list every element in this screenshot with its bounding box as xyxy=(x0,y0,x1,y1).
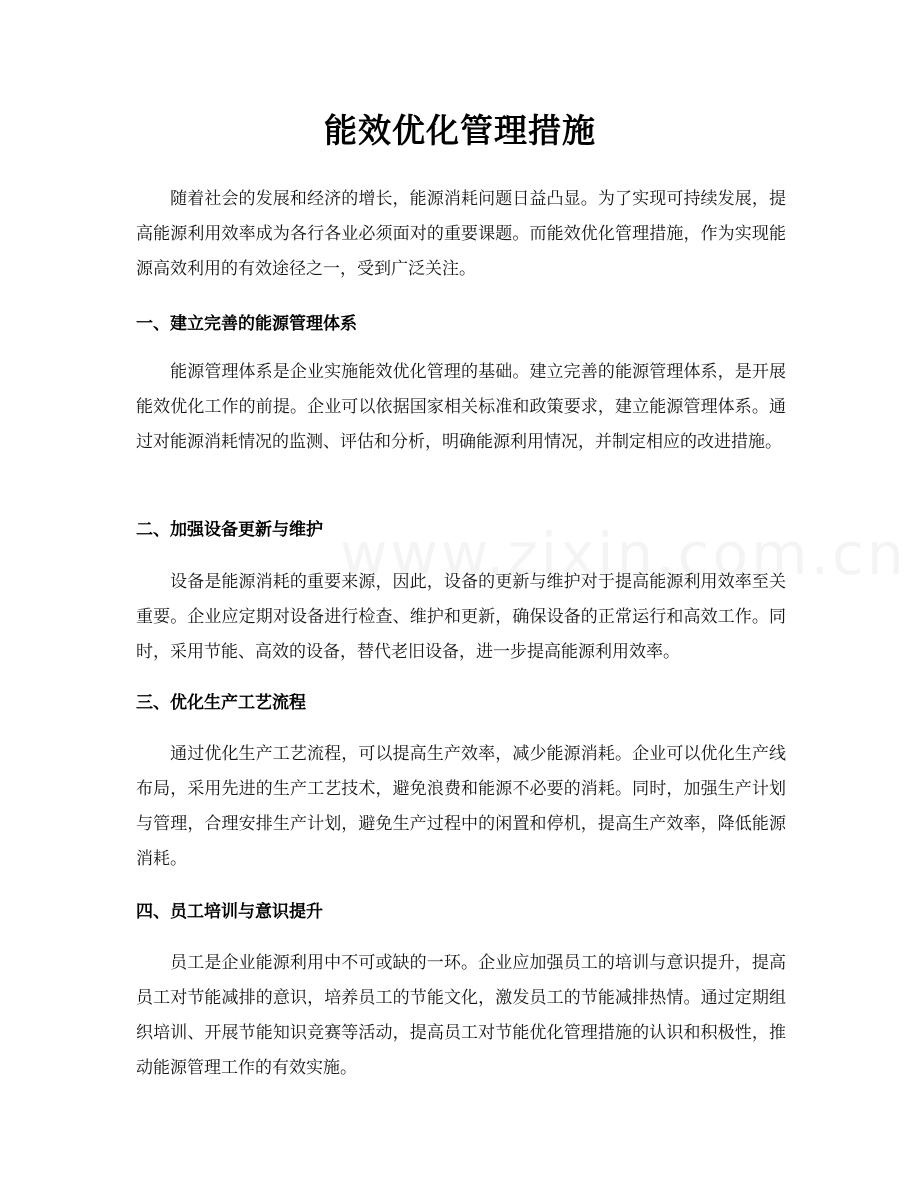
intro-text: 随着社会的发展和经济的增长，能源消耗问题日益凸显。为了实现可持续发展，提高能源利用效率成为各行各业必须面对的重要课题。而能效优化管理措施，作为实现能源高效利用的有效途径之一，受到广泛关注。 xyxy=(136,189,786,279)
section-text-1: 能源管理体系是企业实施能效优化管理的基础。建立完善的能源管理体系，是开展能效优化工作的前提。企业可以依据国家相关标准和政策要求，建立能源管理体系。通过对能源消耗情况的监测、评估和分析，明确能源利用情况，并制定相应的改进措施。 xyxy=(136,362,786,452)
section-paragraph-1 xyxy=(136,355,786,460)
section-paragraph-4 xyxy=(136,946,786,1086)
section-paragraph-2 xyxy=(136,565,786,670)
document-title: 能效优化管理措施 xyxy=(324,111,596,150)
section-heading-2: 二、加强设备更新与维护 xyxy=(136,520,323,540)
section-text-4: 员工是企业能源利用中不可或缺的一环。企业应加强员工的培训与意识提升，提高员工对节能减排的意识，培养员工的节能文化，激发员工的节能减排热情。通过定期组织培训、开展节能知识竞赛等活动，提高员工对节能优化管理措施的认识和积极性，推动能源管理工作的有效实施。 xyxy=(136,953,786,1078)
section-heading-4: 四、员工培训与意识提升 xyxy=(136,902,323,922)
intro-paragraph xyxy=(136,182,786,287)
section-text-2: 设备是能源消耗的重要来源，因此，设备的更新与维护对于提高能源利用效率至关重要。企业应定期对设备进行检查、维护和更新，确保设备的正常运行和高效工作。同时，采用节能、高效的设备，替代老旧设备，进一步提高能源利用效率。 xyxy=(136,572,786,662)
section-paragraph-3 xyxy=(136,737,786,877)
section-text-3: 通过优化生产工艺流程，可以提高生产效率，减少能源消耗。企业可以优化生产线布局，采用先进的生产工艺技术，避免浪费和能源不必要的消耗。同时，加强生产计划与管理，合理安排生产计划，避免生产过程中的闲置和停机，提高生产效率，降低能源消耗。 xyxy=(136,744,786,869)
section-heading-3: 三、优化生产工艺流程 xyxy=(136,693,306,713)
section-heading-1: 一、建立完善的能源管理体系 xyxy=(136,314,357,334)
